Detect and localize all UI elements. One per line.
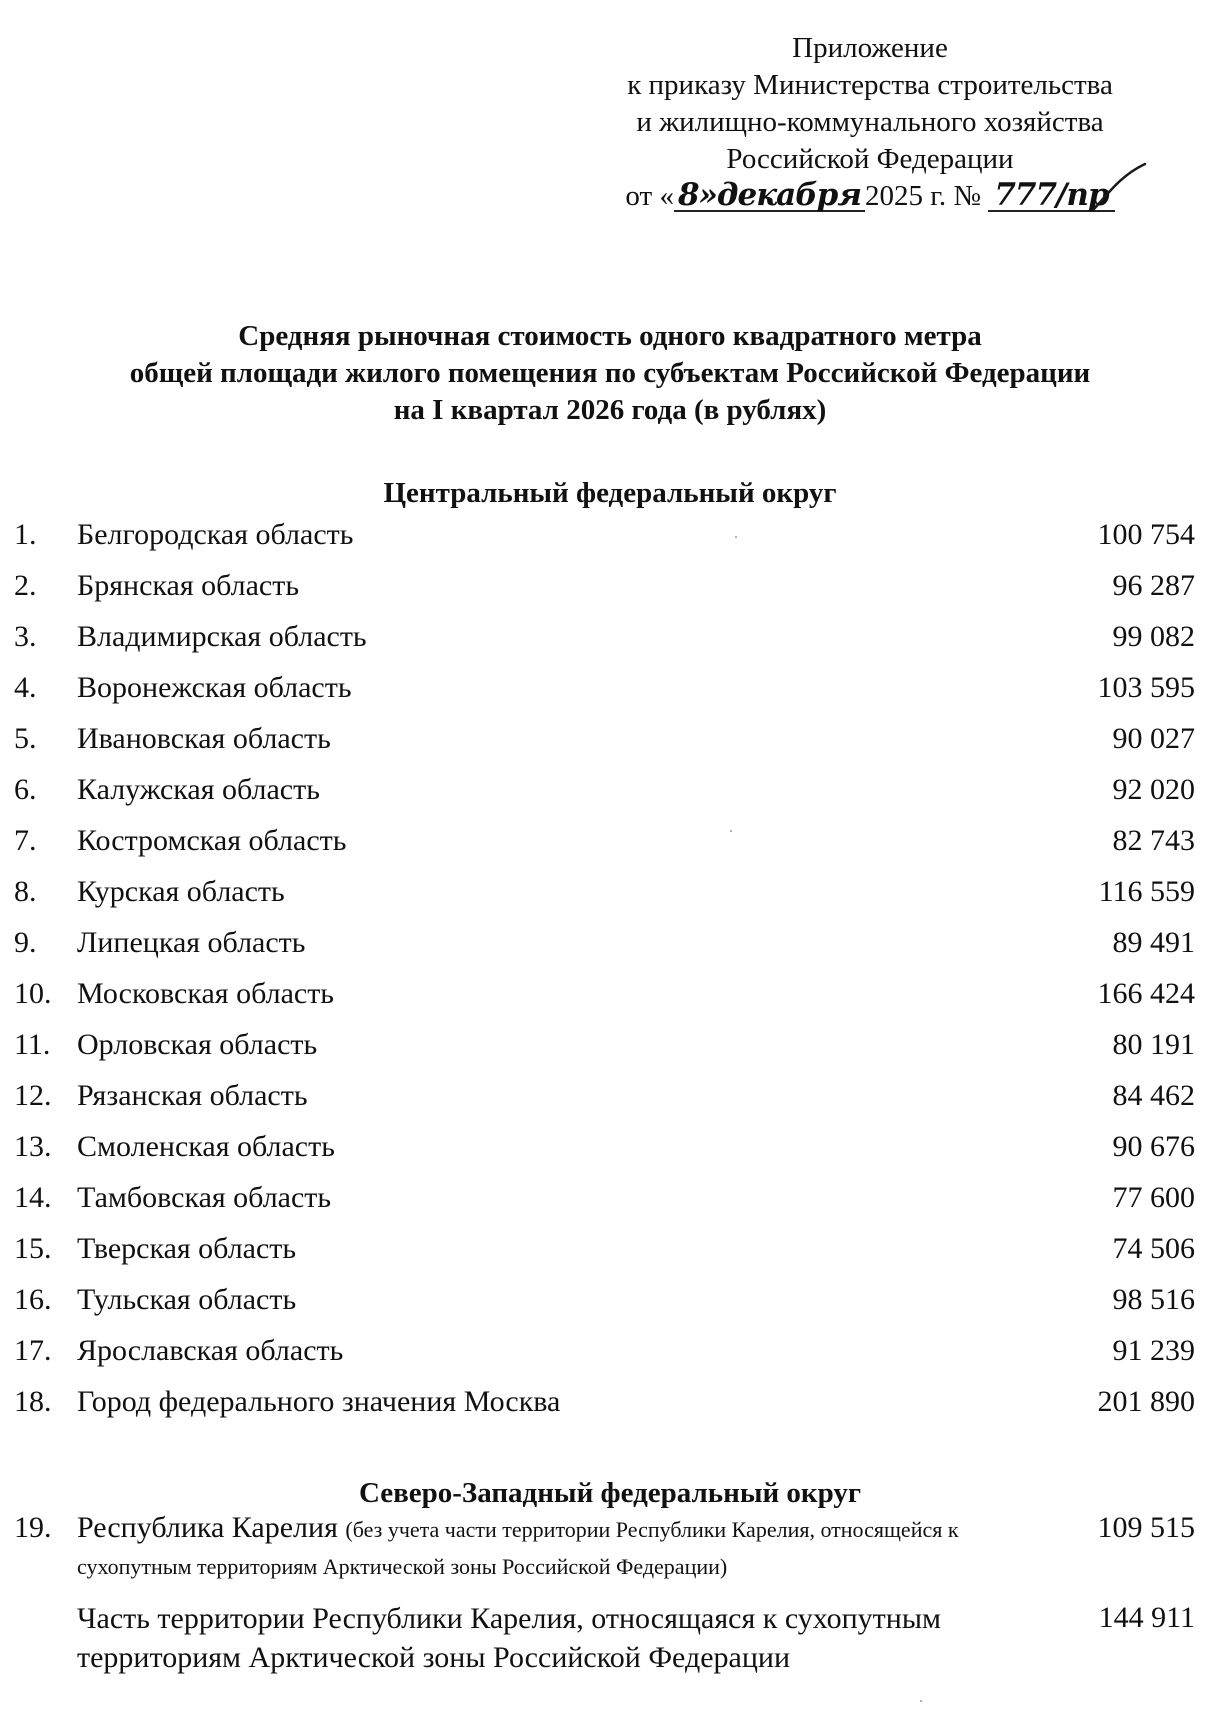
- row-value: 74 506: [1112, 1232, 1195, 1265]
- row-value: 100 754: [1097, 518, 1195, 551]
- date-prefix: от «: [625, 180, 674, 212]
- date-year: 2025 г. №: [865, 180, 982, 212]
- table-row: [0, 1325, 1220, 1376]
- row-number: 4.: [14, 671, 37, 704]
- table-row: [0, 866, 1220, 917]
- row-name: [77, 1509, 1067, 1583]
- row-name: Ярославская область: [77, 1334, 344, 1367]
- section-heading-central: Центральный федеральный округ: [383, 477, 837, 509]
- row-number: 10.: [14, 977, 52, 1010]
- row-name: Курская область: [77, 875, 285, 908]
- date-day: 8: [677, 177, 699, 213]
- row-value: 144 911: [1098, 1601, 1195, 1634]
- table-row: [0, 1223, 1220, 1274]
- row-number: 14.: [14, 1181, 52, 1214]
- northwest-district-list: [0, 1509, 1220, 1679]
- row-value: 109 515: [1097, 1511, 1195, 1544]
- table-row: [0, 917, 1220, 968]
- row-number: 17.: [14, 1334, 52, 1367]
- table-row: [0, 1509, 1220, 1579]
- row-value: 201 890: [1097, 1385, 1195, 1418]
- region-note: (без учета части территории Республики Карелия, относящейся к сухопутным территориям Арктической зоны Российской Федерации): [77, 1517, 959, 1579]
- region-name: Республика Карелия: [77, 1511, 338, 1544]
- row-value: 99 082: [1112, 620, 1195, 653]
- row-value: 98 516: [1112, 1283, 1195, 1316]
- order-date-line: [625, 178, 1114, 215]
- row-name: Костромская область: [77, 824, 347, 857]
- row-number: 3.: [14, 620, 37, 653]
- row-value: 77 600: [1112, 1181, 1195, 1214]
- row-value: 103 595: [1097, 671, 1195, 704]
- appendix-line: и жилищно-коммунального хозяйства: [636, 106, 1104, 138]
- table-row: [0, 1172, 1220, 1223]
- row-name: Воронежская область: [77, 671, 352, 704]
- row-number: 15.: [14, 1232, 52, 1265]
- table-row: [0, 560, 1220, 611]
- handwritten-stroke-icon: [1085, 158, 1155, 218]
- date-quote-close: »: [698, 177, 717, 213]
- title-line: Средняя рыночная стоимость одного квадратного метра: [238, 320, 982, 352]
- row-value: 80 191: [1112, 1028, 1195, 1061]
- row-number: 18.: [14, 1385, 52, 1418]
- table-row: [0, 509, 1220, 560]
- table-row: [0, 1376, 1220, 1427]
- scan-speck: [735, 536, 737, 538]
- row-name: Тверская область: [77, 1232, 297, 1265]
- row-value: 96 287: [1112, 569, 1195, 602]
- row-value: 90 027: [1112, 722, 1195, 755]
- table-row: [0, 968, 1220, 1019]
- appendix-line: Приложение: [792, 32, 948, 64]
- order-number: 777/пр: [988, 180, 1114, 212]
- table-row: [0, 1274, 1220, 1325]
- scan-speck: [730, 830, 732, 832]
- row-name: Владимирская область: [77, 620, 367, 653]
- title-line: общей площади жилого помещения по субъектам Российской Федерации: [129, 357, 1091, 389]
- row-number: 13.: [14, 1130, 52, 1163]
- row-value: 89 491: [1112, 926, 1195, 959]
- row-value: 91 239: [1112, 1334, 1195, 1367]
- row-number: 9.: [14, 926, 37, 959]
- row-name: Ивановская область: [77, 722, 331, 755]
- title-line: на I квартал 2026 года (в рублях): [393, 394, 827, 426]
- row-number: 16.: [14, 1283, 52, 1316]
- table-row: [0, 815, 1220, 866]
- row-number: 7.: [14, 824, 37, 857]
- scan-speck: [920, 1700, 922, 1702]
- row-number: 19.: [14, 1511, 52, 1544]
- section-heading-northwest: Северо-Западный федеральный округ: [358, 1477, 862, 1509]
- date-month: декабря: [716, 177, 862, 213]
- row-value: 84 462: [1112, 1079, 1195, 1112]
- appendix-header: [560, 30, 1180, 215]
- row-value: 90 676: [1112, 1130, 1195, 1163]
- row-name: Город федерального значения Москва: [77, 1385, 561, 1418]
- table-row: [0, 1599, 1220, 1679]
- table-row: [0, 1019, 1220, 1070]
- row-value: 116 559: [1098, 875, 1195, 908]
- appendix-line: Российской Федерации: [726, 143, 1014, 175]
- row-number: 12.: [14, 1079, 52, 1112]
- row-value: 82 743: [1112, 824, 1195, 857]
- row-value: 166 424: [1097, 977, 1195, 1010]
- table-row: [0, 662, 1220, 713]
- row-name: Белгородская область: [77, 518, 354, 551]
- row-number: 8.: [14, 875, 37, 908]
- row-name: Тульская область: [77, 1283, 297, 1316]
- row-name: Московская область: [77, 977, 334, 1010]
- handwritten-date: [674, 177, 865, 213]
- row-name: Часть территории Республики Карелия, относящаяся к сухопутным территориям Арктической зоны Российской Федерации: [77, 1602, 941, 1674]
- table-row: [0, 764, 1220, 815]
- document-title: [40, 318, 1180, 429]
- table-row: [0, 1121, 1220, 1172]
- row-value: 92 020: [1112, 773, 1195, 806]
- row-number: 6.: [14, 773, 37, 806]
- row-name: Рязанская область: [77, 1079, 308, 1112]
- row-name: Смоленская область: [77, 1130, 335, 1163]
- row-name: Тамбовская область: [77, 1181, 332, 1214]
- row-number: 5.: [14, 722, 37, 755]
- row-number: 2.: [14, 569, 37, 602]
- table-row: [0, 713, 1220, 764]
- row-name: Брянская область: [77, 569, 300, 602]
- row-name: Орловская область: [77, 1028, 318, 1061]
- table-row: [0, 1070, 1220, 1121]
- central-district-list: [0, 509, 1220, 1427]
- appendix-line: к приказу Министерства строительства: [627, 69, 1113, 101]
- row-number: 1.: [14, 518, 37, 551]
- table-row: [0, 611, 1220, 662]
- row-name: Калужская область: [77, 773, 320, 806]
- row-name: Липецкая область: [77, 926, 306, 959]
- row-number: 11.: [14, 1028, 51, 1061]
